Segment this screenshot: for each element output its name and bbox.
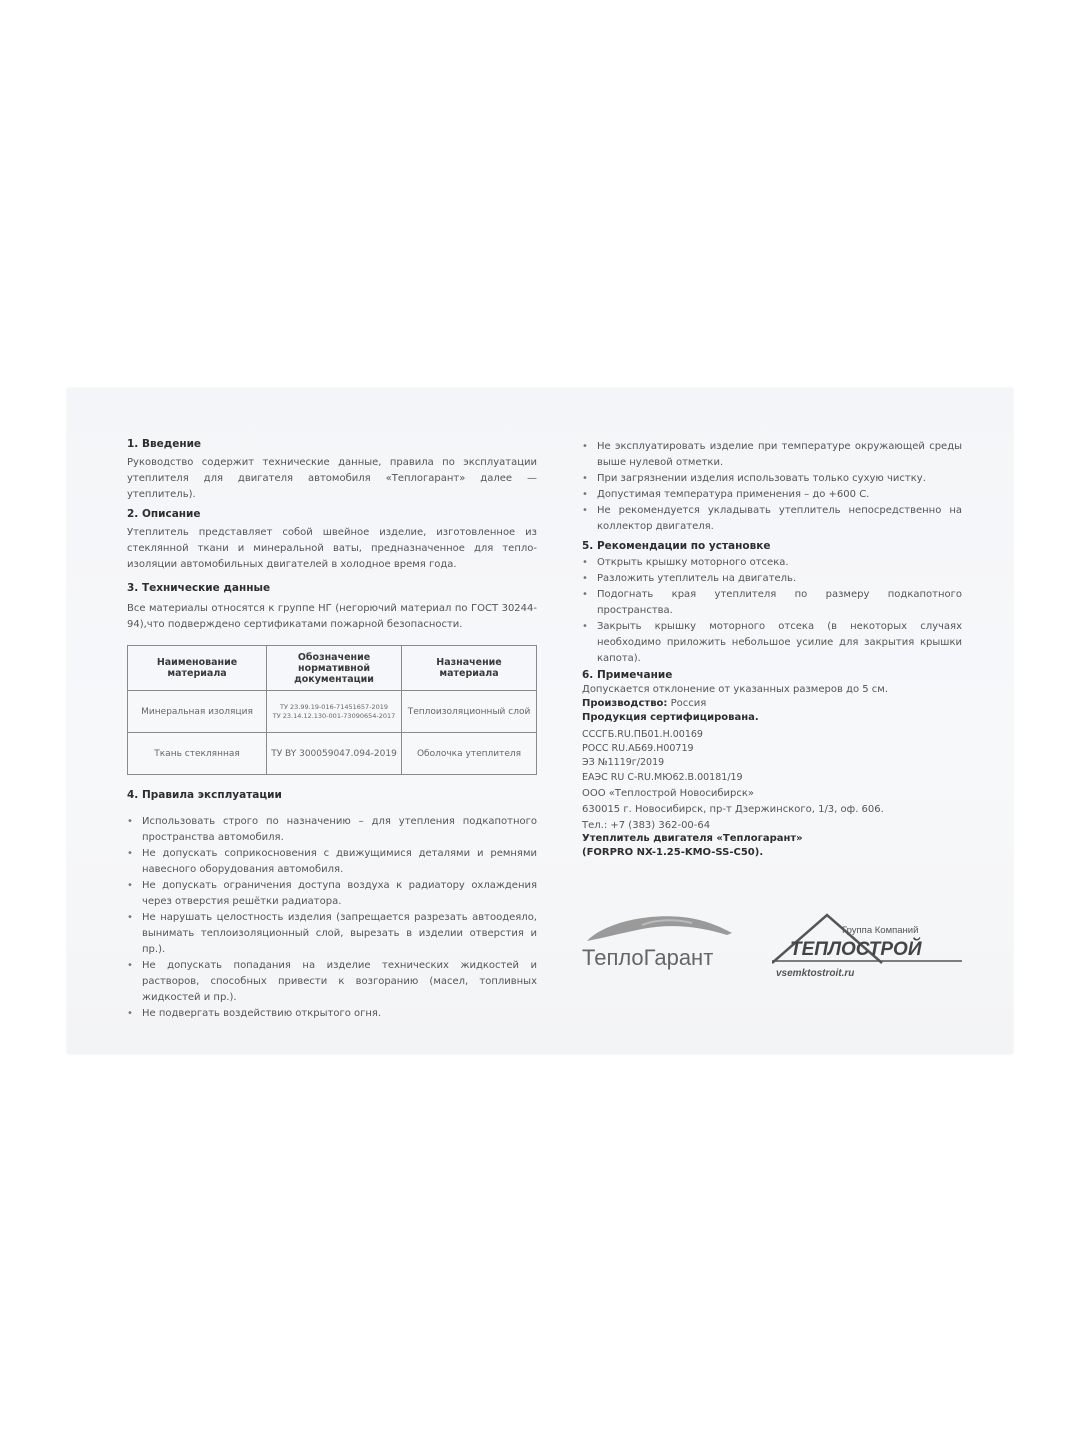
intro-heading: 1. Введение <box>127 438 202 450</box>
description-text: Утеплитель представляет собой швейное изделие, изготовленное из стеклянной ткани и минеральной ваты, предназначенное для тепло-изоляции автомобильных двигателей в холодное время года. <box>127 527 537 570</box>
cert-line: ЕАЭС RU C-RU.МЮ62.В.00181/19 <box>582 772 743 783</box>
cert-line: СССГБ.RU.ПБ01.Н.00169 <box>582 729 703 740</box>
list-item: • Разложить утеплитель на двигатель. <box>582 571 962 587</box>
production-label: Производство: <box>582 698 668 709</box>
note-text: Допускается отклонение от указанных размеров до 5 см. <box>582 684 888 695</box>
teplostroy-logo <box>772 913 972 983</box>
table-row <box>128 691 537 733</box>
company-name: ООО «Теплострой Новосибирск» <box>582 788 755 799</box>
table-header-purpose: Назначение материала <box>402 646 537 691</box>
list-item: • Подогнать края утеплителя по размеру подкапотного пространства. <box>582 587 962 619</box>
technical-heading: 3. Технические данные <box>127 582 271 594</box>
list-item: • Не эксплуатировать изделие при температуре окружающей среды выше нулевой отметки. <box>582 439 962 471</box>
list-item: • Не подвергать воздействию открытого огня. <box>127 1006 537 1022</box>
table-cell-purpose: Теплоизоляционный слой <box>402 691 537 733</box>
product-code: (FORPRO NX-1.25-KMO-SS-C50). <box>582 847 764 858</box>
list-item: • Не рекомендуется укладывать утеплитель непосредственно на коллектор двигателя. <box>582 503 962 535</box>
description-heading: 2. Описание <box>127 508 201 520</box>
intro-text: Руководство содержит технические данные, правила по эксплуатации утеплителя для двигателя автомобиля «Теплогарант» далее — утеплитель). <box>127 457 537 500</box>
install-heading: 5. Рекомендации по установке <box>582 540 771 552</box>
list-item: • Не допускать попадания на изделие технических жидкостей и растворов, способных привести к возгоранию (масел, топливных жидкостей и пр.). <box>127 958 537 1006</box>
list-item: • Допустимая температура применения – до +600 С. <box>582 487 962 503</box>
company-address: 630015 г. Новосибирск, пр-т Дзержинского, 1/3, оф. 606. <box>582 804 884 815</box>
rules-list <box>127 814 537 1022</box>
instruction-sheet <box>67 388 1013 1054</box>
car-silhouette-icon <box>582 903 742 973</box>
table-header-doc: Обозначение нормативной документации <box>267 646 402 691</box>
roof-icon <box>772 913 972 983</box>
production-line <box>582 698 706 709</box>
website-link: vsemktostroit.ru <box>776 968 855 979</box>
cert-line: РОСС RU.АБ69.Н00719 <box>582 743 694 754</box>
rules-heading: 4. Правила эксплуатации <box>127 789 282 801</box>
teplostroy-wordmark: ТЕПЛОСТРОЙ <box>790 939 922 960</box>
list-item: • Не допускать ограничения доступа воздуха к радиатору охлаждения через отверстия решётки радиатора. <box>127 878 537 910</box>
list-item: • Не допускать соприкосновения с движущимися деталями и ремнями навесного оборудования автомобиля. <box>127 846 537 878</box>
table-cell-doc: ТУ 23.99.19-016-71451657-2019 ТУ 23.14.12.130-001-73090654-2017 <box>267 691 402 733</box>
list-item: • Использовать строго по назначению – для утепления подкапотного пространства автомобиля. <box>127 814 537 846</box>
table-header-row <box>128 646 537 691</box>
table-cell-name: Минеральная изоляция <box>128 691 267 733</box>
teplogarant-logo <box>582 903 742 973</box>
technical-text: Все материалы относятся к группе НГ (негорючий материал по ГОСТ 30244-94),что подверждено сертификатами пожарной безопасности. <box>127 603 537 630</box>
list-item: • Закрыть крышку моторного отсека (в некоторых случаях необходимо приложить небольшое усилие для закрытия крышки капота). <box>582 619 962 667</box>
company-phone: Тел.: +7 (383) 362-00-64 <box>582 820 711 831</box>
certified-text: Продукция сертифицирована. <box>582 712 759 723</box>
production-value: Россия <box>670 698 707 709</box>
table-cell-purpose: Оболочка утеплителя <box>402 733 537 775</box>
table-cell-doc: ТУ BY 300059047.094-2019 <box>267 733 402 775</box>
product-name: Утеплитель двигателя «Теплогарант» <box>582 833 803 844</box>
teplogarant-wordmark: ТеплоГарант <box>582 945 714 970</box>
list-item: • Не нарушать целостность изделия (запрещается разрезать автоодеяло, вынимать теплоизоляционный слой, вырезать в изделии отверстия и пр.). <box>127 910 537 958</box>
table-header-name: Наименование материала <box>128 646 267 691</box>
materials-table <box>127 645 537 775</box>
rules-continued-list <box>582 439 962 535</box>
note-heading: 6. Примечание <box>582 669 673 681</box>
list-item: • При загрязнении изделия использовать только сухую чистку. <box>582 471 962 487</box>
cert-line: ЭЗ №1119г/2019 <box>582 757 665 768</box>
table-row <box>128 733 537 775</box>
install-list <box>582 555 962 667</box>
group-label: Группа Компаний <box>842 925 919 936</box>
list-item: • Открыть крышку моторного отсека. <box>582 555 962 571</box>
table-cell-name: Ткань стеклянная <box>128 733 267 775</box>
